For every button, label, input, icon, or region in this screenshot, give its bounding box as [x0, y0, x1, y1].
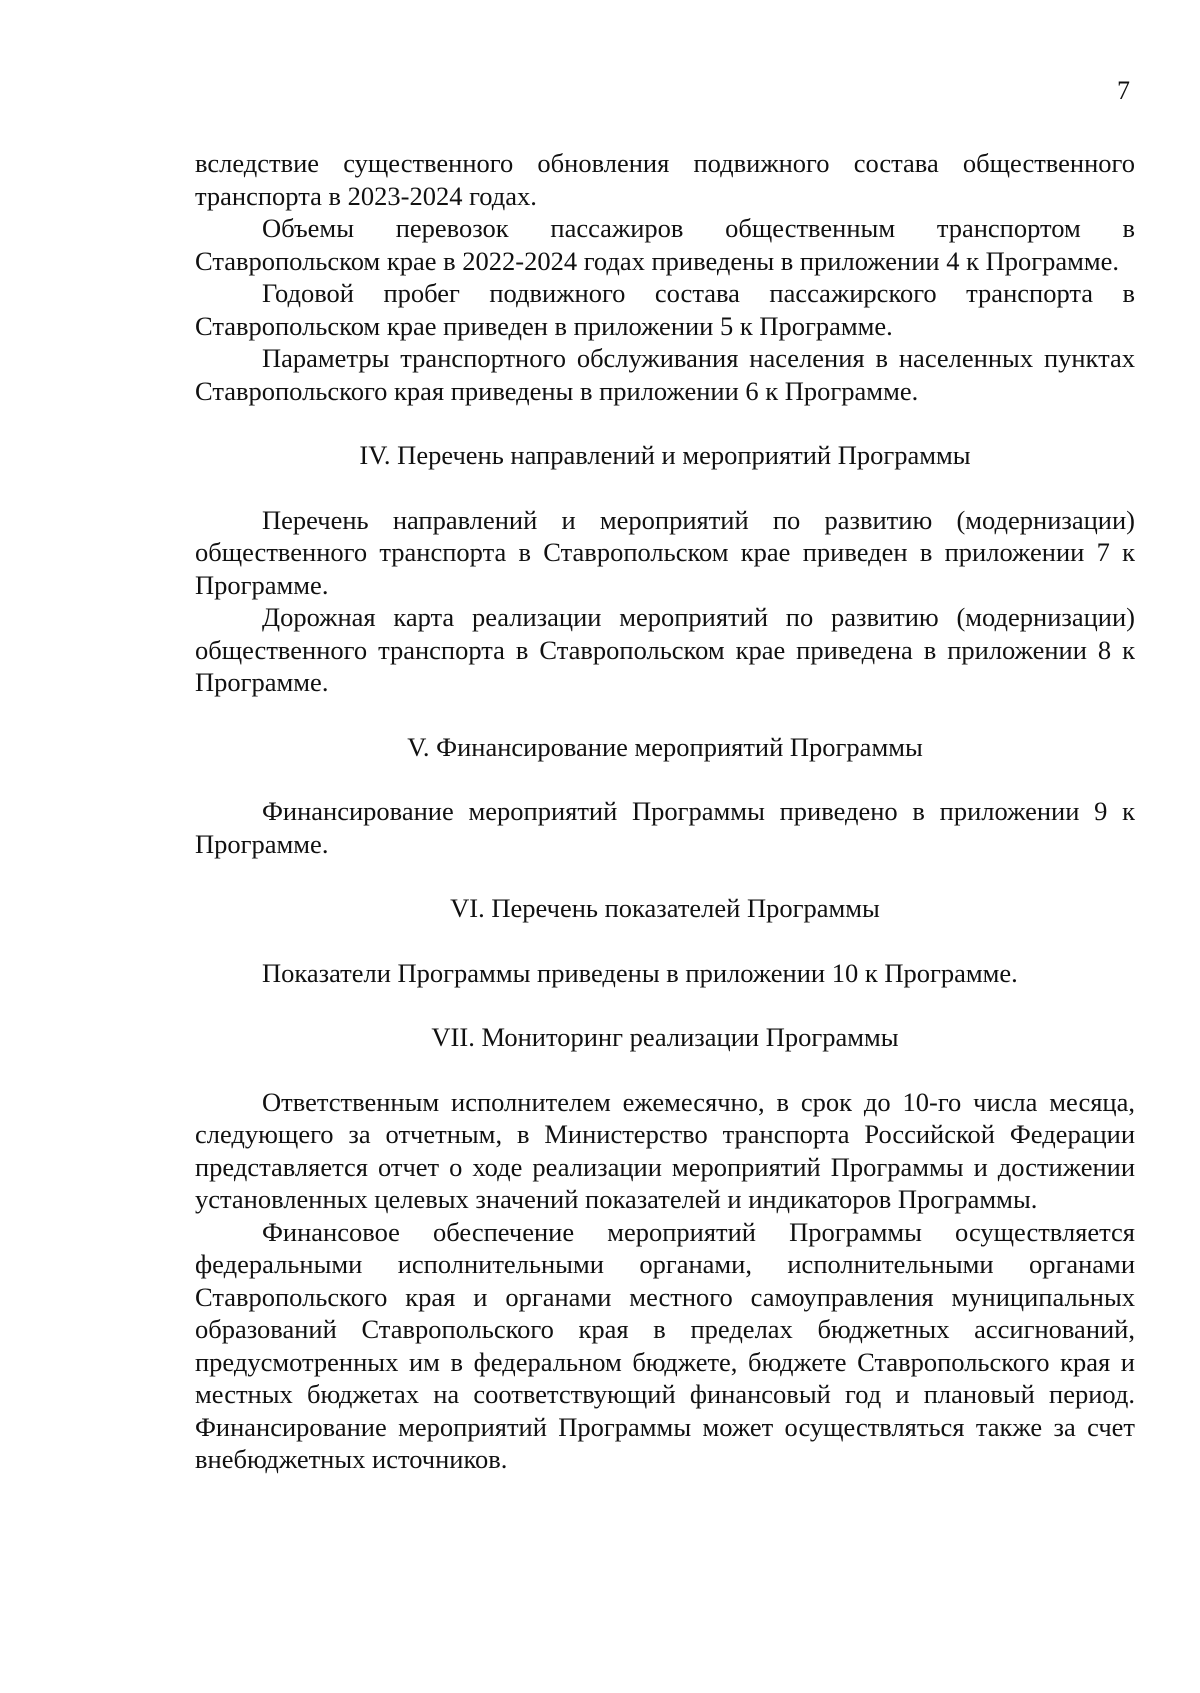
- section-heading: VII. Мониторинг реализации Программы: [431, 1022, 899, 1052]
- section-heading: VI. Перечень показателей Программы: [450, 893, 880, 923]
- paragraph: вследствие существенного обновления подвижного состава общественного транспорта в 2023-2024 годах.: [195, 148, 1135, 211]
- paragraph: Годовой пробег подвижного состава пассажирского транспорта в Ставропольском крае приведен в приложении 5 к Программе.: [195, 278, 1135, 341]
- paragraph: Ответственным исполнителем ежемесячно, в срок до 10-го числа месяца, следующего за отчетным, в Министерство транспорта Российской Федерации представляется отчет о ходе реализации мероприятий Программы и достижении установленных целевых значений показателей и индикаторов Программы.: [195, 1086, 1135, 1214]
- paragraph: Финансовое обеспечение мероприятий Программы осуществляется федеральными исполнительными органами, исполнительными органами Ставропольского края и органами местного самоуправления муниципальных образований Ставропольского края в пределах бюджетных ассигнований, предусмотренных им в федеральном бюджете, бюджете Ставропольского края и местных бюджетах на соответствующий финансовый год и плановый период. Финансирование мероприятий Программы может осуществляться также за счет внебюджетных источников.: [195, 1216, 1135, 1474]
- section-heading: V. Финансирование мероприятий Программы: [407, 731, 923, 762]
- document-body: [195, 147, 1135, 1476]
- section-heading: IV. Перечень направлений и мероприятий Программы: [359, 440, 971, 470]
- paragraph: Перечень направлений и мероприятий по развитию (модернизации) общественного транспорта в Ставропольском крае приведен в приложении 7 к Программе.: [195, 504, 1135, 600]
- paragraph: Параметры транспортного обслуживания населения в населенных пунктах Ставропольского края приведены в приложении 6 к Программе.: [195, 343, 1135, 406]
- paragraph: Финансирование мероприятий Программы приведено в приложении 9 к Программе.: [195, 796, 1135, 859]
- page-number: 7: [1117, 76, 1130, 105]
- paragraph: Объемы перевозок пассажиров общественным транспортом в Ставропольском крае в 2022-2024 годах приведены в приложении 4 к Программе.: [195, 213, 1135, 276]
- paragraph: Показатели Программы приведены в приложении 10 к Программе.: [262, 957, 1018, 988]
- paragraph: Дорожная карта реализации мероприятий по развитию (модернизации) общественного транспорта в Ставропольском крае приведена в приложении 8 к Программе.: [195, 602, 1135, 697]
